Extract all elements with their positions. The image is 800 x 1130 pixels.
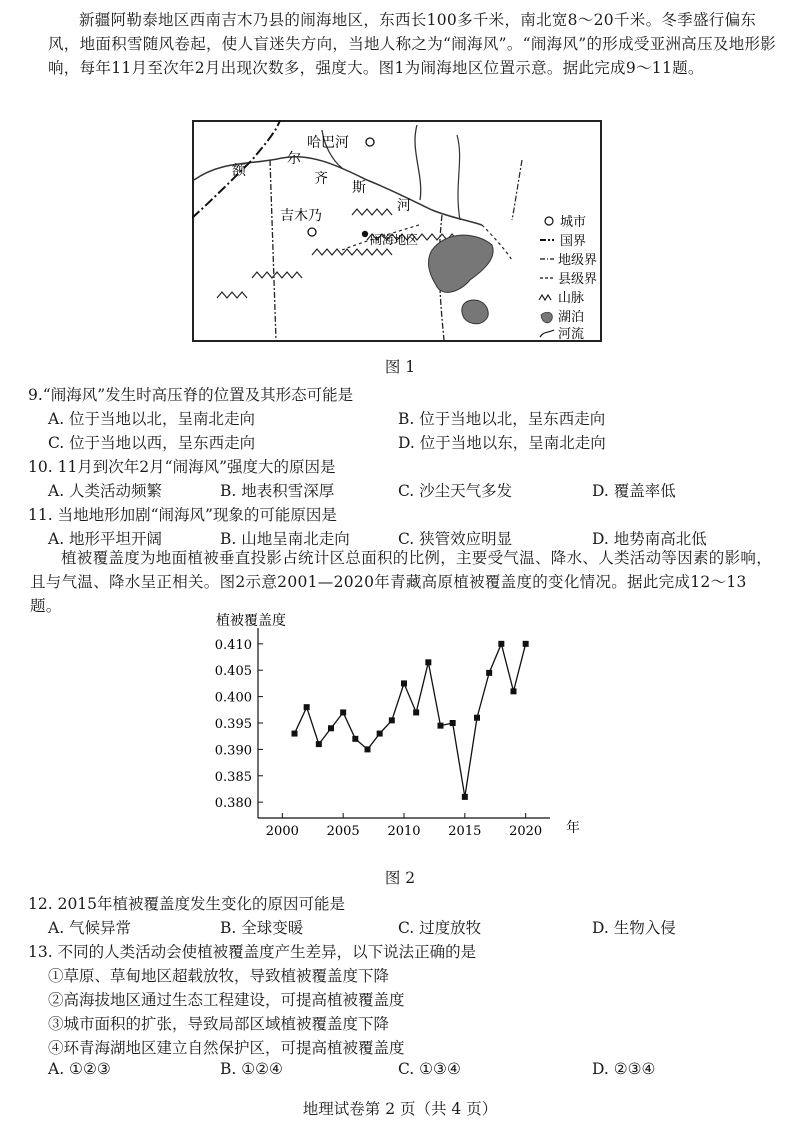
q10-option-c[interactable]: C. 沙尘天气多发	[398, 482, 513, 500]
figure-2-caption: 图 2	[384, 869, 416, 887]
data-point	[511, 688, 517, 694]
q10-option-b[interactable]: B. 地表积雪深厚	[220, 482, 335, 500]
data-point	[438, 723, 444, 729]
question-13-stem: 13. 不同的人类活动会使植被覆盖度产生差异，以下说法正确的是	[28, 943, 477, 961]
svg-text:尔: 尔	[287, 151, 301, 167]
svg-text:齐: 齐	[314, 171, 328, 187]
x-tick-label: 2000	[265, 824, 299, 839]
data-point	[377, 731, 383, 737]
q9-option-b[interactable]: B. 位于当地以北，呈东西走向	[398, 410, 606, 428]
q10-option-d[interactable]: D. 覆盖率低	[592, 482, 676, 500]
q13-statement-4: ④环青海湖地区建立自然保护区，可提高植被覆盖度	[48, 1039, 405, 1057]
data-point	[328, 725, 334, 731]
data-point	[523, 641, 529, 647]
y-tick-label: 0.385	[214, 769, 252, 785]
question-12-stem: 12. 2015年植被覆盖度发生变化的原因可能是	[28, 895, 346, 913]
q11-option-a[interactable]: A. 地形平坦开阔	[48, 530, 163, 548]
svg-text:斯: 斯	[352, 180, 366, 196]
data-point	[340, 709, 346, 715]
q12-option-c[interactable]: C. 过度放牧	[398, 919, 482, 937]
q12-option-b[interactable]: B. 全球变暖	[220, 919, 304, 937]
svg-text:地级界: 地级界	[558, 253, 598, 268]
q10-option-a[interactable]: A. 人类活动频繁	[48, 482, 163, 500]
q9-option-c[interactable]: C. 位于当地以西，呈东西走向	[48, 434, 256, 452]
x-tick-label: 2015	[448, 824, 482, 839]
y-tick-label: 0.380	[214, 796, 252, 812]
page-footer: 地理试卷第 2 页（共 4 页）	[302, 1100, 498, 1118]
series-line	[295, 644, 526, 797]
q13-option-b[interactable]: B. ①②④	[220, 1060, 283, 1078]
question-11-stem: 11. 当地地形加剧“闹海风”现象的可能原因是	[28, 506, 337, 524]
y-tick-label: 0.400	[214, 690, 252, 706]
q11-option-c[interactable]: C. 狭管效应明显	[398, 530, 513, 548]
q12-option-d[interactable]: D. 生物入侵	[592, 919, 676, 937]
data-point	[413, 709, 419, 715]
q13-statement-3: ③城市面积的扩张，导致局部区域植被覆盖度下降	[48, 1015, 390, 1033]
map-figure-1	[192, 120, 602, 342]
q13-statement-1: ①草原、草甸地区超载放牧，导致植被覆盖度下降	[48, 967, 390, 985]
svg-text:河: 河	[397, 198, 411, 214]
q9-option-a[interactable]: A. 位于当地以北，呈南北走向	[48, 410, 256, 428]
q13-statement-2: ②高海拔地区通过生态工程建设，可提高植被覆盖度	[48, 991, 405, 1009]
figure-1-caption: 图 1	[384, 358, 416, 376]
data-point	[389, 717, 395, 723]
question-10-stem: 10. 11月到次年2月“闹海风”强度大的原因是	[28, 458, 336, 476]
svg-text:国界: 国界	[560, 234, 587, 249]
data-point	[498, 641, 504, 647]
intro-paragraph-2: 植被覆盖度为地面植被垂直投影占统计区总面积的比例，主要受气温、降水、人类活动等因素的影响，且与气温、降水呈正相关。图2示意2001—2020年青藏高原植被覆盖度的变化情况。据此完成12～13题。	[30, 549, 773, 615]
data-point	[474, 715, 480, 721]
q11-option-b[interactable]: B. 山地呈南北走向	[220, 530, 350, 548]
data-point	[462, 794, 468, 800]
data-point	[352, 736, 358, 742]
q9-option-d[interactable]: D. 位于当地以东，呈南北走向	[398, 434, 606, 452]
x-tick-label: 2010	[387, 824, 421, 839]
data-point	[425, 659, 431, 665]
data-point	[365, 746, 371, 752]
q11-option-d[interactable]: D. 地势南高北低	[592, 530, 707, 548]
y-tick-label: 0.390	[214, 743, 252, 759]
svg-text:哈巴河: 哈巴河	[307, 135, 349, 151]
data-point	[486, 670, 492, 676]
svg-text:县级界: 县级界	[558, 272, 598, 287]
data-point	[304, 704, 310, 710]
y-tick-label: 0.410	[214, 637, 252, 653]
svg-text:河流: 河流	[558, 327, 585, 342]
svg-text:闹海地区: 闹海地区	[370, 233, 419, 247]
y-tick-label: 0.395	[214, 717, 252, 732]
x-tick-label: 2005	[326, 824, 360, 839]
vegetation-coverage-chart	[180, 608, 600, 848]
svg-text:湖泊: 湖泊	[558, 310, 585, 325]
q12-option-a[interactable]: A. 气候异常	[48, 919, 132, 937]
svg-text:额: 额	[232, 163, 246, 179]
q13-option-c[interactable]: C. ①③④	[398, 1060, 461, 1078]
intro-paragraph-1: 新疆阿勒泰地区西南吉木乃县的闹海地区，东西长100多千米，南北宽8～20千米。冬季盛行偏东风，地面积雪随风卷起，使人盲迷失方向，当地人称之为“闹海风”。“闹海风”的形成受亚洲高压及地形影响，每年11月至次年2月出现次数多，强度大。图1为闹海地区位置示意。据此完成9～11题。	[48, 11, 777, 77]
chart-ylabel: 植被覆盖度	[216, 613, 286, 629]
data-point	[316, 741, 322, 747]
data-point	[401, 680, 407, 686]
chart-xlabel: 年	[566, 820, 580, 836]
x-tick-label: 2020	[509, 824, 543, 839]
q13-option-a[interactable]: A. ①②③	[48, 1060, 111, 1078]
data-point	[292, 731, 298, 737]
svg-text:吉木乃: 吉木乃	[280, 208, 322, 224]
y-tick-label: 0.405	[214, 664, 252, 680]
svg-text:城市: 城市	[560, 215, 587, 230]
q13-option-d[interactable]: D. ②③④	[592, 1060, 656, 1078]
svg-text:山脉: 山脉	[558, 291, 585, 306]
question-9-stem: 9.“闹海风”发生时高压脊的位置及其形态可能是	[28, 386, 354, 404]
data-point	[450, 720, 456, 726]
